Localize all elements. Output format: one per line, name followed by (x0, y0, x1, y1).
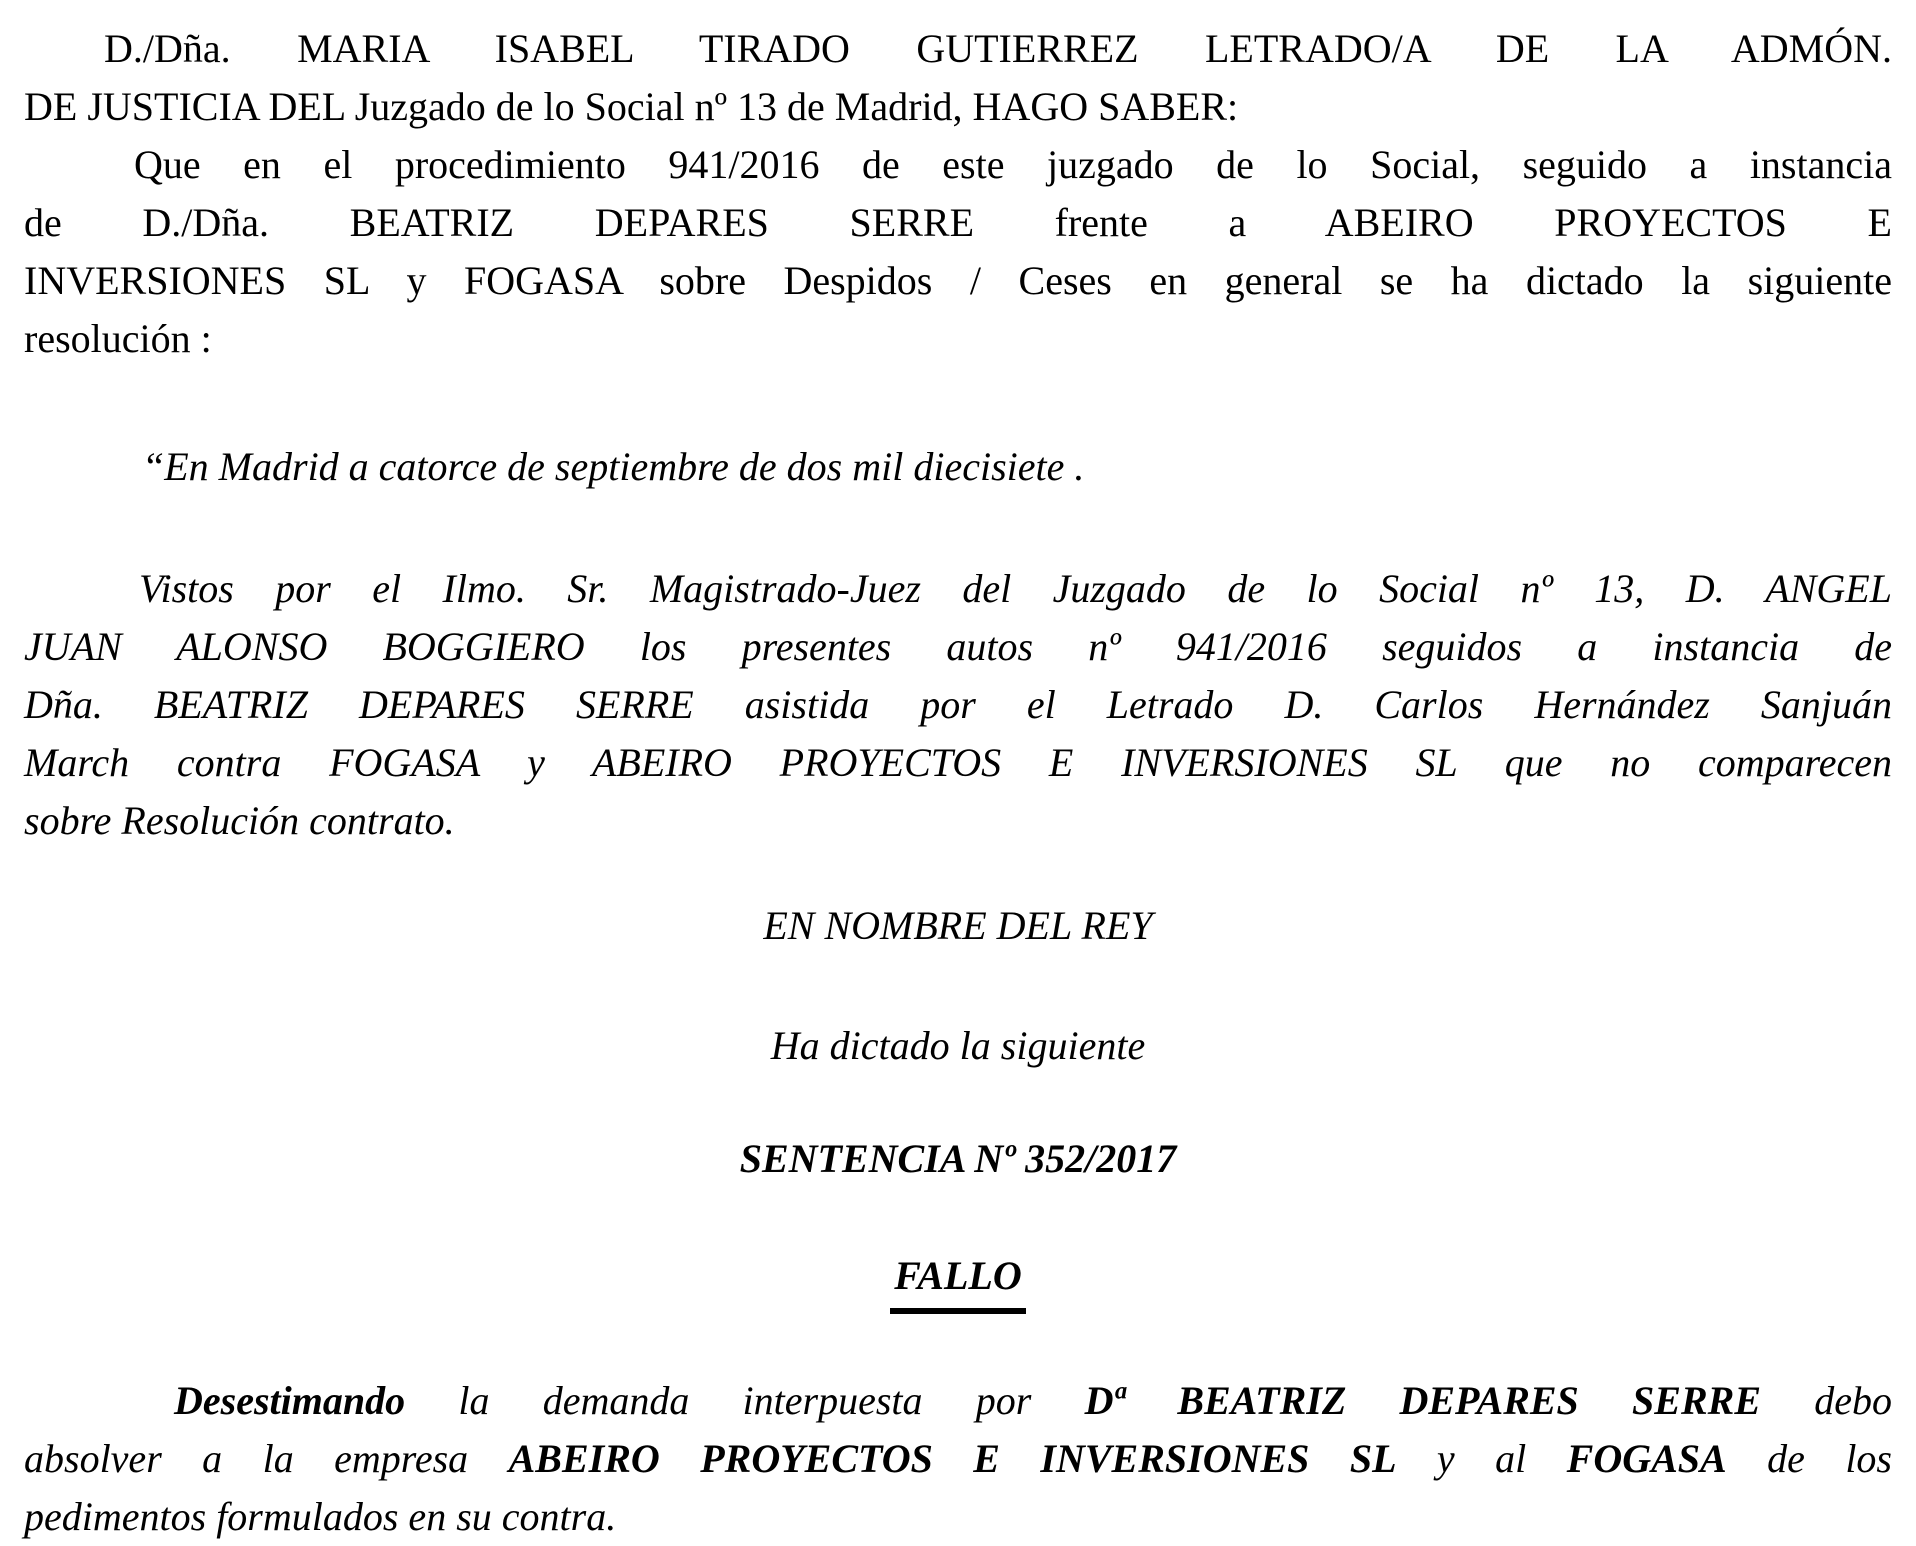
fallo-line-2 (24, 1430, 1892, 1488)
notice-line-2: DE JUSTICIA DEL Juzgado de lo Social nº 13 de Madrid, HAGO SABER: (24, 84, 1239, 129)
fallo-line-2-text-2: y al (1396, 1436, 1567, 1481)
heading-ha-dictado: Ha dictado la siguiente (770, 1023, 1146, 1068)
fallo-line-1 (24, 1372, 1892, 1430)
vistos-line-1: Vistos por el Ilmo. Sr. Magistrado-Juez del Juzgado de lo Social nº 13, D. ANGEL (139, 566, 1892, 611)
heading-fallo (24, 1247, 1892, 1314)
fallo-line-1-text-2: debo (1761, 1378, 1892, 1423)
procedure-line-4: resolución : (24, 316, 212, 361)
heading-en-nombre-del-rey: EN NOMBRE DEL REY (763, 903, 1153, 948)
fallo-line-2-text-1: absolver a la empresa (24, 1436, 509, 1481)
vistos-line-3: Dña. BEATRIZ DEPARES SERRE asistida por el Letrado D. Carlos Hernández Sanjuán (24, 682, 1892, 727)
vistos-line-5: sobre Resolución contrato. (24, 798, 455, 843)
fallo-line-1-text-1: la demanda interpuesta por (405, 1378, 1085, 1423)
notice-line-1: D./Dña. MARIA ISABEL TIRADO GUTIERREZ LETRADO/A DE LA ADMÓN. (104, 26, 1892, 71)
fallo-line-1-bold-1: Desestimando (174, 1378, 406, 1423)
fallo-line-3: pedimentos formulados en su contra. (24, 1494, 617, 1539)
quote-date-line: “En Madrid a catorce de septiembre de dos mil diecisiete . (142, 444, 1085, 489)
procedure-line-3: INVERSIONES SL y FOGASA sobre Despidos / Ceses en general se ha dictado la siguiente (24, 258, 1892, 303)
fallo-line-2-text-3: de los (1726, 1436, 1893, 1481)
heading-sentencia-number: SENTENCIA Nº 352/2017 (739, 1136, 1177, 1181)
fallo-line-1-bold-2: Dª BEATRIZ DEPARES SERRE (1084, 1378, 1761, 1423)
procedure-line-2: de D./Dña. BEATRIZ DEPARES SERRE frente a ABEIRO PROYECTOS E (24, 200, 1892, 245)
vistos-line-2: JUAN ALONSO BOGGIERO los presentes autos nº 941/2016 seguidos a instancia de (24, 624, 1892, 669)
vistos-line-4: March contra FOGASA y ABEIRO PROYECTOS E INVERSIONES SL que no comparecen (24, 740, 1892, 785)
procedure-line-1: Que en el procedimiento 941/2016 de este juzgado de lo Social, seguido a instancia (134, 142, 1892, 187)
heading-fallo-text: FALLO (890, 1247, 1025, 1314)
fallo-line-2-bold-1: ABEIRO PROYECTOS E INVERSIONES SL (508, 1436, 1397, 1481)
fallo-line-2-bold-2: FOGASA (1566, 1436, 1727, 1481)
